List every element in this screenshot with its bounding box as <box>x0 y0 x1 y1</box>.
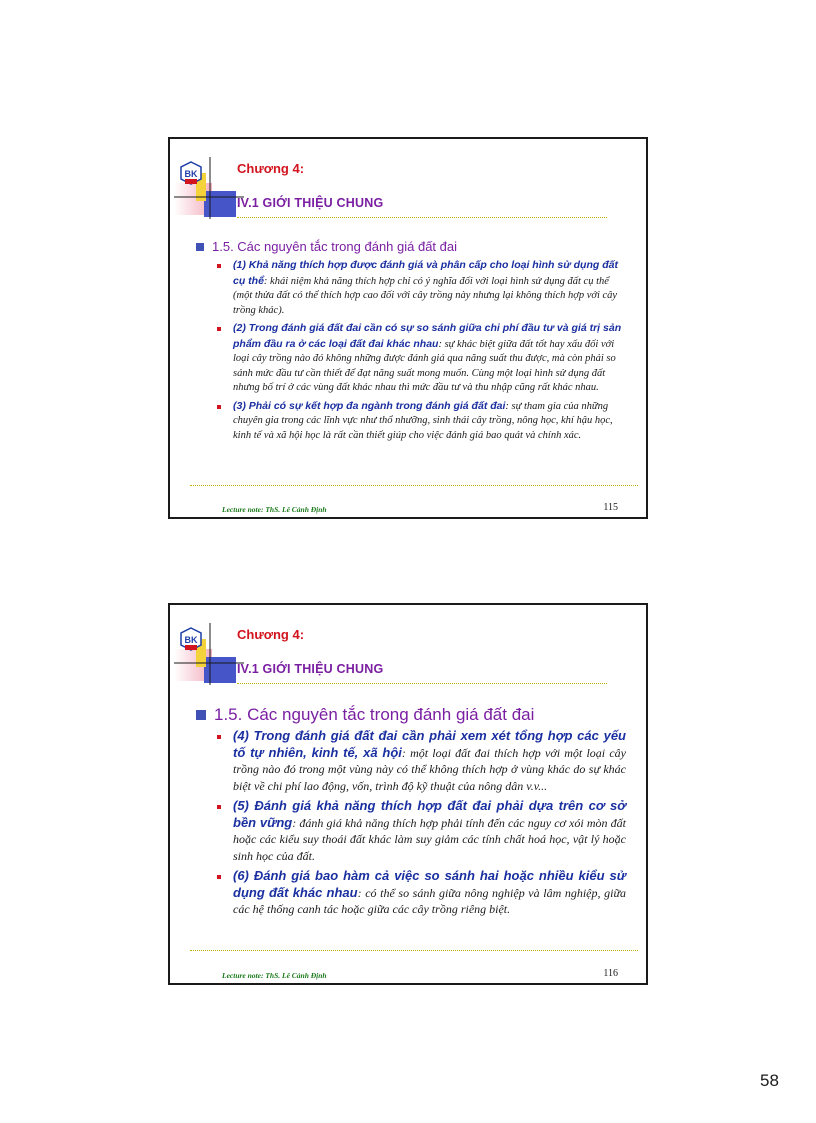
red-bullet-icon <box>217 875 221 879</box>
title-divider <box>237 217 607 218</box>
slide-title: IV.1 GIỚI THIỆU CHUNG <box>237 196 384 210</box>
footer-note: Lecture note: ThS. Lê Cảnh Định <box>222 971 327 980</box>
footer-divider <box>190 485 638 486</box>
item-body: : một loại đất đai thích hợp với một loại cây trồng nào đó trong một vùng này có thể không thích hợp ở vùng khác do sự khác biệt về chi phí lao động, vốn, trình độ kỹ thuật của nông dân v.v... <box>233 745 626 793</box>
footer-divider <box>190 950 638 951</box>
item-lead: (2) Trong đánh giá đất đai cần có sự so sánh giữa chi phí đầu tư và giá trị sản phẩm đầu ra ở các loại đất đai khác nhau <box>233 322 622 350</box>
item-lead: (1) Khả năng thích hợp được đánh giá và phân cấp cho loại hình sử dụng đất cụ thể <box>233 259 618 287</box>
footer-note: Lecture note: ThS. Lê Cảnh Định <box>222 505 327 514</box>
item-body: : sự tham gia của những chuyên gia trong các lĩnh vực như thổ nhưỡng, sinh thái cây trồng, nông học, khí hậu học, kinh tế và xã hội học là rất cần thiết giúp cho việc đánh giá bao quát và chính xác. <box>233 400 613 441</box>
logo-text: BK <box>184 169 198 179</box>
red-bullet-icon <box>217 264 221 268</box>
item-lead: (3) Phải có sự kết hợp đa ngành trong đánh giá đất đai <box>233 399 506 412</box>
square-bullet-icon <box>196 710 206 720</box>
red-bullet-icon <box>217 405 221 409</box>
list-item <box>215 798 626 864</box>
logo-text: BK <box>184 635 198 645</box>
list-item <box>215 321 626 396</box>
item-body: : khái niệm khả năng thích hợp chỉ có ý nghĩa đối với loại hình sử dụng đất cụ thể (một thửa đất có thể thích hợp cao đối với cây trồng này nhưng lại không thích hợp với cây trồng khác). <box>233 275 618 316</box>
principle-list <box>215 258 626 446</box>
section-heading <box>196 705 534 725</box>
item-lead: (4) Trong đánh giá đất đai cần phải xem xét tổng hợp các yếu tố tự nhiên, kinh tế, xã hội <box>233 728 626 760</box>
item-lead: (5) Đánh giá khả năng thích hợp đất đai phải dựa trên cơ sở bền vững <box>233 798 626 830</box>
red-bullet-icon <box>217 327 221 331</box>
slide-number: 116 <box>603 968 618 979</box>
page-number: 58 <box>760 1071 779 1090</box>
item-lead: (6) Đánh giá bao hàm cả việc so sánh hai hoặc nhiều kiểu sử dụng đất khác nhau <box>233 868 626 900</box>
section-heading-text: 1.5. Các nguyên tắc trong đánh giá đất đai <box>214 705 535 724</box>
item-body: : đánh giá khả năng thích hợp phải tính đến các nguy cơ xói mòn đất hoặc các kiểu suy thoái đất khác làm suy giảm các tính chất hoá học, vật lý hoặc sinh học của đất. <box>233 815 626 863</box>
bk-logo-icon <box>174 623 244 685</box>
red-bullet-icon <box>217 805 221 809</box>
slide-115 <box>168 137 648 519</box>
chapter-label: Chương 4: <box>237 161 305 176</box>
slide-number: 115 <box>603 502 618 513</box>
slide-title: IV.1 GIỚI THIỆU CHUNG <box>237 662 384 676</box>
list-item <box>215 258 626 318</box>
list-item <box>215 868 626 918</box>
red-bullet-icon <box>217 735 221 739</box>
item-body: : có thể so sánh giữa nông nghiệp và lâm nghiệp, giữa các hệ thống canh tác hoặc giữa các cây trồng riêng biệt. <box>233 885 626 916</box>
chapter-label: Chương 4: <box>237 627 305 642</box>
item-body: : sự khác biệt giữa đất tốt hay xấu đối với loại cây trồng nào đó không những được đánh giá qua năng suất thu được, mà còn phải so sánh mức đầu tư cần thiết để đạt năng suất mong muốn. Cùng một loại hình sử dụng đất nhưng bố trí ở các vùng đất khác nhau thì mức đầu tư và thu nhập cũng rất khác nhau. <box>233 338 616 393</box>
list-item <box>215 399 626 444</box>
principle-list <box>215 728 626 922</box>
square-bullet-icon <box>196 243 204 251</box>
slide-116 <box>168 603 648 985</box>
section-heading-text: 1.5. Các nguyên tắc trong đánh giá đất đai <box>212 239 458 254</box>
list-item <box>215 728 626 794</box>
title-divider <box>237 683 607 684</box>
bk-logo-icon <box>174 157 244 219</box>
section-heading <box>196 239 457 254</box>
